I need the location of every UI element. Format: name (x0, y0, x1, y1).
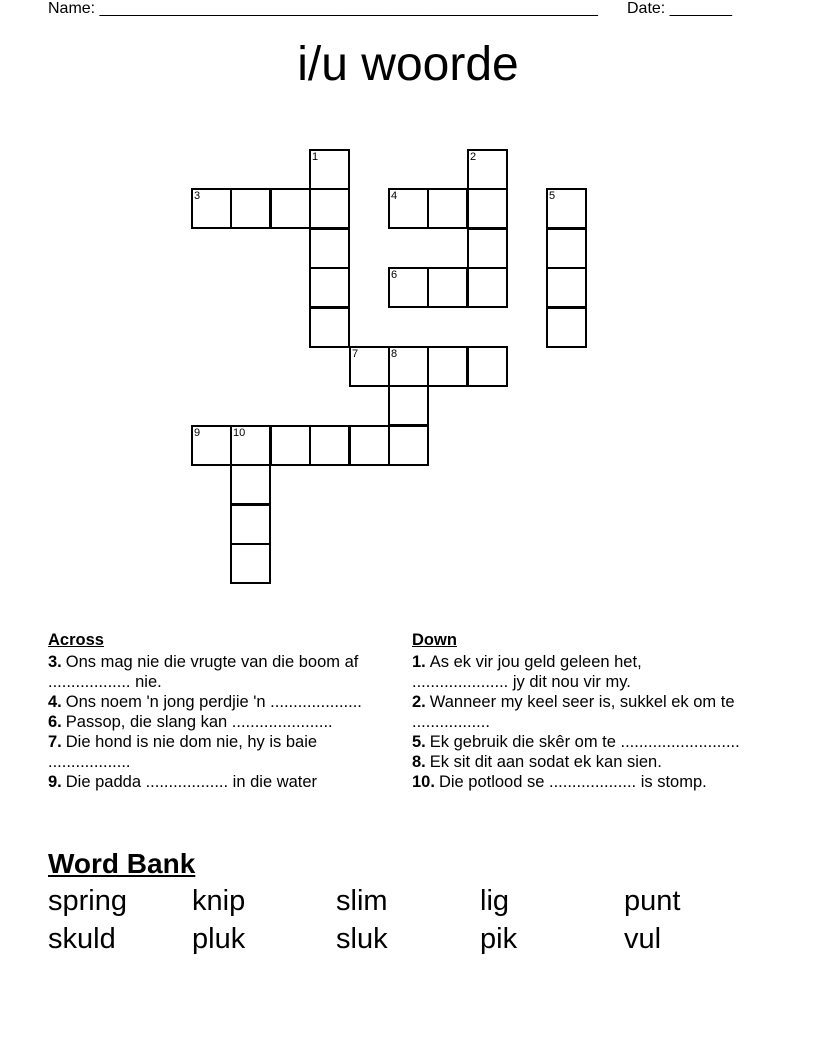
clue-text: As ek vir jou geld geleen het, ..................... jy dit nou vir my. (412, 653, 642, 691)
clue-number: 4. (48, 693, 62, 711)
grid-cell[interactable] (467, 188, 508, 229)
grid-cell[interactable] (270, 188, 311, 229)
down-heading: Down (412, 631, 457, 649)
grid-cell[interactable] (230, 464, 271, 505)
grid-cell[interactable] (388, 188, 429, 229)
down-clue (412, 652, 742, 692)
grid-cell[interactable] (270, 425, 311, 466)
clue-text: Passop, die slang kan ...................... (65, 713, 333, 731)
clue-number-label: 10 (233, 427, 246, 439)
across-heading: Across (48, 631, 104, 649)
grid-cell[interactable] (546, 267, 587, 308)
grid-cell[interactable] (230, 425, 271, 466)
across-clue (48, 652, 378, 692)
grid-cell[interactable] (546, 228, 587, 269)
clue-number-label: 7 (352, 348, 359, 360)
word-bank-word: vul (624, 923, 662, 955)
clue-number: 9. (48, 773, 62, 791)
grid-cell[interactable] (230, 543, 271, 584)
across-clues (48, 630, 378, 792)
grid-cell[interactable] (349, 425, 390, 466)
grid-cell[interactable] (309, 228, 350, 269)
date-field[interactable]: Date: _______ (627, 0, 732, 17)
word-bank-word: punt (624, 885, 681, 917)
clue-number: 3. (48, 653, 62, 671)
clue-number-label: 4 (391, 190, 398, 202)
down-clue (412, 692, 742, 732)
down-clue (412, 752, 742, 772)
grid-cell[interactable] (427, 188, 468, 229)
grid-cell[interactable] (230, 504, 271, 545)
grid-cell[interactable] (546, 307, 587, 348)
clue-text: Die potlood se ................... is stomp. (438, 773, 707, 791)
word-bank-title: Word Bank (48, 848, 196, 879)
name-field[interactable]: Name: ________________________________________________________ (48, 0, 598, 17)
word-bank-word: skuld (48, 923, 116, 955)
clue-text: Ek sit dit aan sodat ek kan sien. (429, 753, 662, 771)
word-bank-word: knip (192, 885, 246, 917)
down-clue (412, 772, 742, 792)
grid-cell[interactable] (467, 267, 508, 308)
word-bank-word: slim (336, 885, 388, 917)
clue-number: 8. (412, 753, 426, 771)
grid-cell[interactable] (230, 188, 271, 229)
grid-cell[interactable] (191, 188, 232, 229)
down-clues (412, 630, 742, 792)
clue-text: Die hond is nie dom nie, hy is baie .................. (48, 733, 318, 771)
grid-cell[interactable] (349, 346, 390, 387)
clue-number-label: 6 (391, 269, 398, 281)
word-bank-word: pluk (192, 923, 246, 955)
page-title: i/u woorde (297, 38, 519, 91)
grid-cell[interactable] (388, 267, 429, 308)
clue-text: Die padda .................. in die water (65, 773, 318, 791)
clue-number-label: 8 (391, 348, 398, 360)
grid-cell[interactable] (388, 385, 429, 426)
clue-number-label: 5 (549, 190, 556, 202)
grid-cell[interactable] (309, 149, 350, 190)
grid-cell[interactable] (427, 267, 468, 308)
across-clue (48, 712, 378, 732)
grid-cell[interactable] (467, 228, 508, 269)
grid-cell[interactable] (309, 425, 350, 466)
grid-cell[interactable] (467, 149, 508, 190)
across-clue (48, 692, 378, 712)
grid-cell[interactable] (191, 425, 232, 466)
grid-cell[interactable] (427, 346, 468, 387)
grid-cell[interactable] (309, 267, 350, 308)
word-bank-word: pik (480, 923, 518, 955)
clue-number: 5. (412, 733, 426, 751)
grid-cell[interactable] (309, 188, 350, 229)
across-clue (48, 772, 378, 792)
clue-number-label: 2 (470, 151, 477, 163)
clue-number: 10. (412, 773, 435, 791)
clue-number-label: 9 (194, 427, 201, 439)
grid-cell[interactable] (546, 188, 587, 229)
clue-text: Wanneer my keel seer is, sukkel ek om te ................. (412, 693, 735, 731)
clue-number-label: 1 (312, 151, 319, 163)
clue-text: Ek gebruik die skêr om te .......................... (429, 733, 740, 751)
across-clue (48, 732, 378, 772)
grid-cell[interactable] (388, 346, 429, 387)
grid-cell[interactable] (467, 346, 508, 387)
word-bank-word: spring (48, 885, 127, 917)
clue-number: 2. (412, 693, 426, 711)
grid-cell[interactable] (309, 307, 350, 348)
clue-number: 7. (48, 733, 62, 751)
grid-cell[interactable] (388, 425, 429, 466)
word-bank-word: sluk (336, 923, 388, 955)
clue-number: 1. (412, 653, 426, 671)
clue-text: Ons noem 'n jong perdjie 'n .................... (65, 693, 362, 711)
clue-number: 6. (48, 713, 62, 731)
clue-text: Ons mag nie die vrugte van die boom af .................. nie. (48, 653, 359, 691)
clue-number-label: 3 (194, 190, 201, 202)
word-bank-word: lig (480, 885, 510, 917)
down-clue (412, 732, 742, 752)
